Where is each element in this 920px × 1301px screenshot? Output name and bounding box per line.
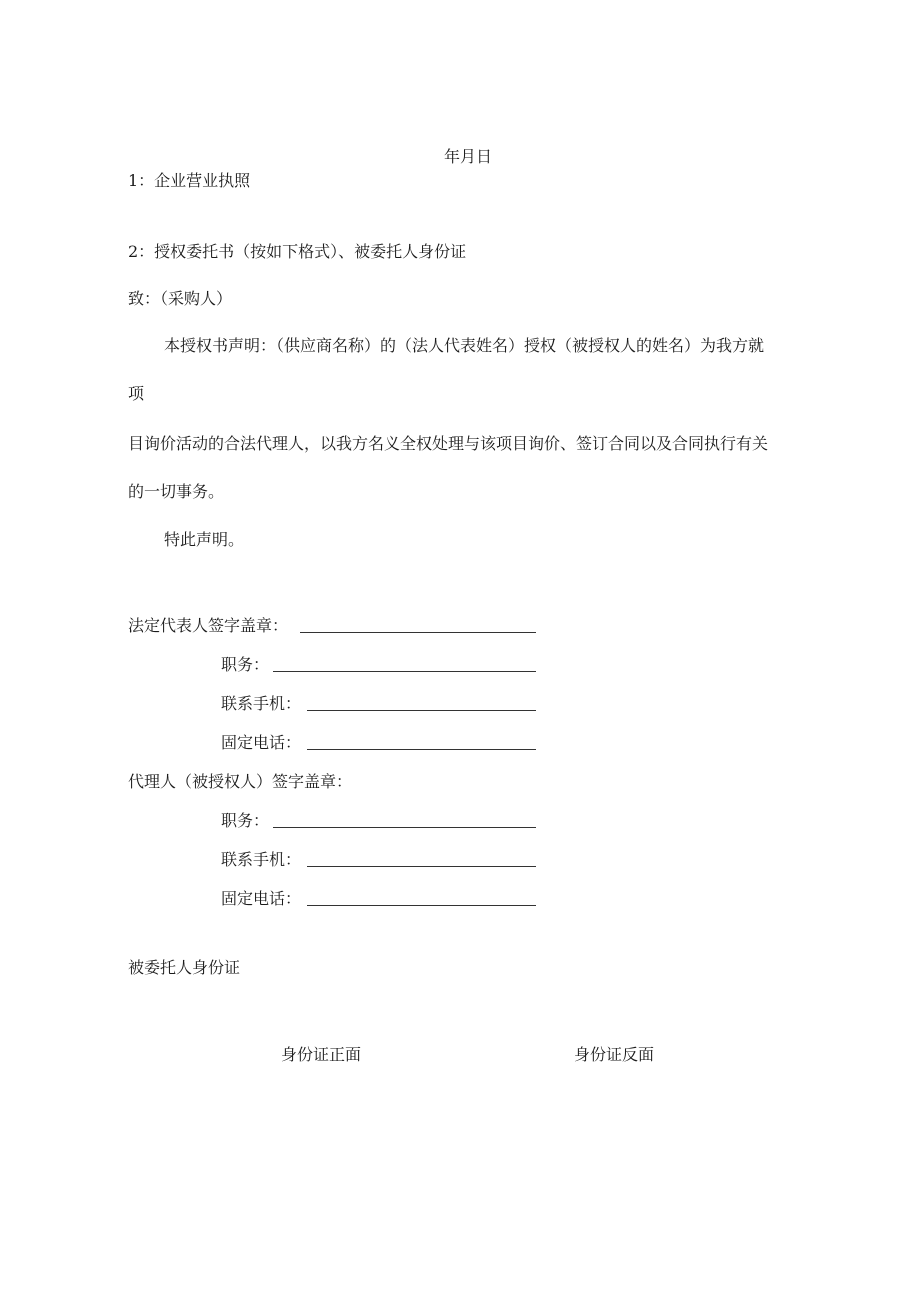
agent-phone-label: 固定电话： — [221, 889, 302, 908]
letter-body-line-3: 目询价活动的合法代理人，以我方名义全权处理与该项目询价、签订合同以及合同执行有关 — [128, 434, 769, 453]
legal-rep-mobile-line[interactable] — [307, 710, 536, 711]
legal-rep-signature-line[interactable] — [300, 632, 536, 633]
letter-body-line-4: 的一切事务。 — [128, 482, 225, 501]
id-card-back-label: 身份证反面 — [574, 1045, 655, 1064]
legal-rep-position-label: 职务： — [221, 655, 270, 674]
legal-rep-signature-label: 法定代表人签字盖章： — [128, 616, 289, 635]
attachment-item-2: 2：授权委托书（按如下格式）、被委托人身份证 — [128, 242, 467, 261]
letter-recipient: 致：（采购人） — [128, 289, 233, 308]
id-card-heading: 被委托人身份证 — [128, 958, 241, 977]
legal-rep-phone-label: 固定电话： — [221, 733, 302, 752]
legal-rep-phone-line[interactable] — [307, 749, 536, 750]
agent-position-label: 职务： — [221, 811, 270, 830]
date-line: 年月日 — [444, 147, 493, 166]
attachment-item-1: 1：企业营业执照 — [128, 171, 251, 190]
agent-phone-line[interactable] — [307, 905, 536, 906]
letter-closing: 特此声明。 — [164, 530, 245, 549]
legal-rep-position-line[interactable] — [273, 671, 536, 672]
agent-position-line[interactable] — [273, 827, 536, 828]
agent-signature-label: 代理人（被授权人）签字盖章： — [128, 772, 353, 791]
agent-mobile-label: 联系手机： — [221, 850, 302, 869]
agent-mobile-line[interactable] — [307, 866, 536, 867]
legal-rep-mobile-label: 联系手机： — [221, 694, 302, 713]
letter-body-line-2: 项 — [128, 384, 145, 403]
letter-body-line-1: 本授权书声明：（供应商名称）的（法人代表姓名）授权（被授权人的姓名）为我方就 — [164, 336, 765, 355]
id-card-front-label: 身份证正面 — [281, 1045, 362, 1064]
